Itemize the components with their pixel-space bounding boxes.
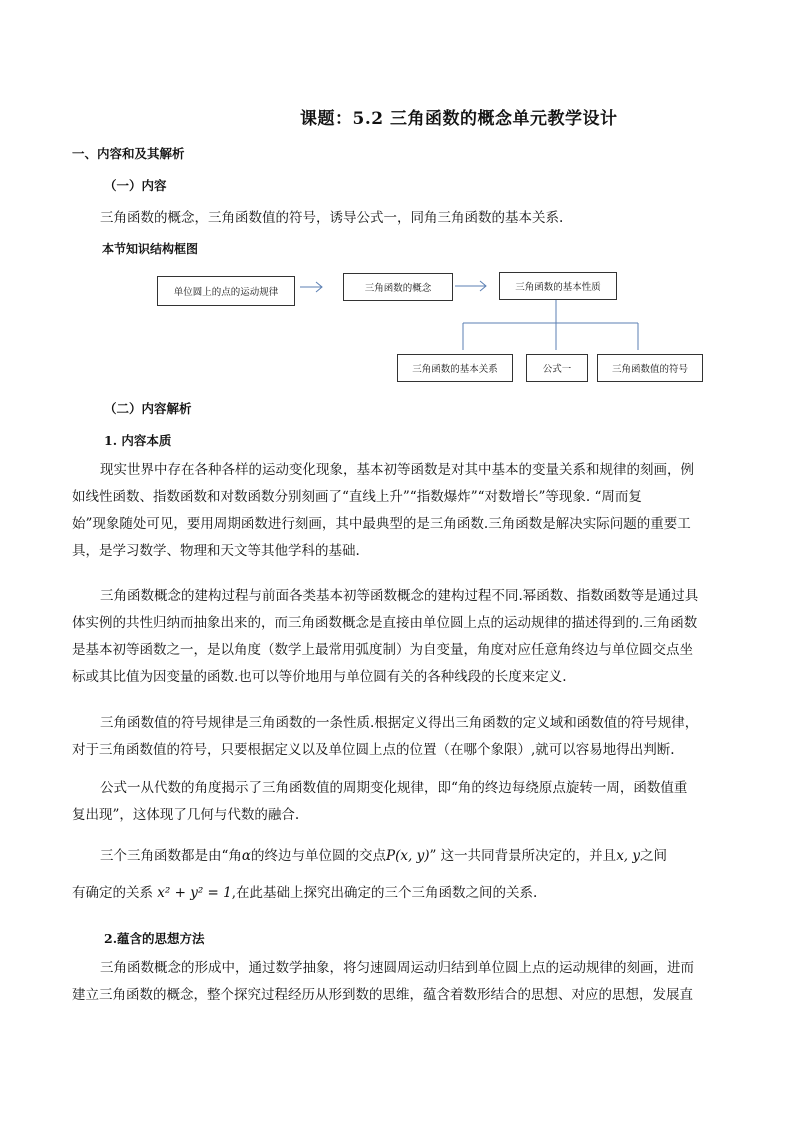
section-heading-1: 一、内容和及其解析 [72,146,185,161]
point-heading-essence: 1. 内容本质 [104,433,172,448]
diagram-box-properties: 三角函数的基本性质 [499,272,617,300]
diagram-box-sign: 三角函数值的符号 [597,354,703,382]
diagram-caption: 本节知识结构框图 [102,242,199,256]
paragraph-2: 三角函数概念的建构过程与前面各类基本初等函数概念的建构过程不同.幂函数、指数函数等是通过具 体实例的共性归纳而抽象出来的，而三角函数概念是直接由单位圆上点的运动规律的描述得到的.三角函数 是基本初等函数之一，是以角度（数学上最常用弧度制）为自变量，角度对应任意角终边与单位圆交点坐 标或其比值为因变量的函数.也可以等价地用与单位圆有关的各种线段的长度来定义. [72,588,699,685]
subsection-heading-content: （一）内容 [104,178,167,193]
circle-equation: x² + y² = 1 [157,885,232,901]
paragraph-6: 三角函数概念的形成中，通过数学抽象，将匀速圆周运动归结到单位圆上点的运动规律的刻画，进而 建立三角函数的概念，整个探究过程经历从形到数的思维，蕴含着数形结合的思想、对应的思想，发展直 [72,960,694,1003]
subsection-heading-analysis: （二）内容解析 [104,401,192,416]
diagram-box-relations: 三角函数的基本关系 [397,354,513,382]
diagram-box-formula-one: 公式一 [526,354,588,382]
xy-variables: x, y [616,848,641,864]
paragraph-1: 现实世界中存在各种各样的运动变化现象，基本初等函数是对其中基本的变量关系和规律的刻画，例 如线性函数、指数函数和对数函数分别刻画了“直线上升”“指数爆炸”“对数增长”等现象. “周而复 始”现象随处可见，要用周期函数进行刻画，其中最典型的是三角函数.三角函数是解决实际问题的重要工 具，是学习数学、物理和天文等其他学科的基础. [72,462,694,559]
diagram-box-unit-circle: 单位圆上的点的运动规律 [157,276,295,306]
alpha-symbol: α [241,848,252,864]
page-title: 课题：5.2 三角函数的概念单元教学设计 [300,109,618,129]
content-paragraph: 三角函数的概念，三角函数值的符号，诱导公式一，同角三角函数的基本关系. [100,210,564,226]
diagram-box-concept: 三角函数的概念 [343,273,453,301]
paragraph-3: 三角函数值的符号规律是三角函数的一条性质.根据定义得出三角函数的定义域和函数值的符号规律， 对于三角函数值的符号，只要根据定义以及单位圆上点的位置（在哪个象限）,就可以容易地得出判断. [72,715,699,758]
point-heading-methods: 2.蕴含的思想方法 [104,931,205,946]
point-expression: P(x, y) [386,848,430,864]
paragraph-5: 三个三角函数都是由“角α的终边与单位圆的交点P(x, y)” 这一共同背景所决定的，并且x, y之间 有确定的关系 x² + y² = 1,在此基础上探究出确定的三个三角函数之间的关系. [72,848,668,901]
paragraph-4: 公式一从代数的角度揭示了三角函数值的周期变化规律，即“角的终边每绕原点旋转一周，函数值重 复出现”，这体现了几何与代数的融合. [72,780,688,823]
